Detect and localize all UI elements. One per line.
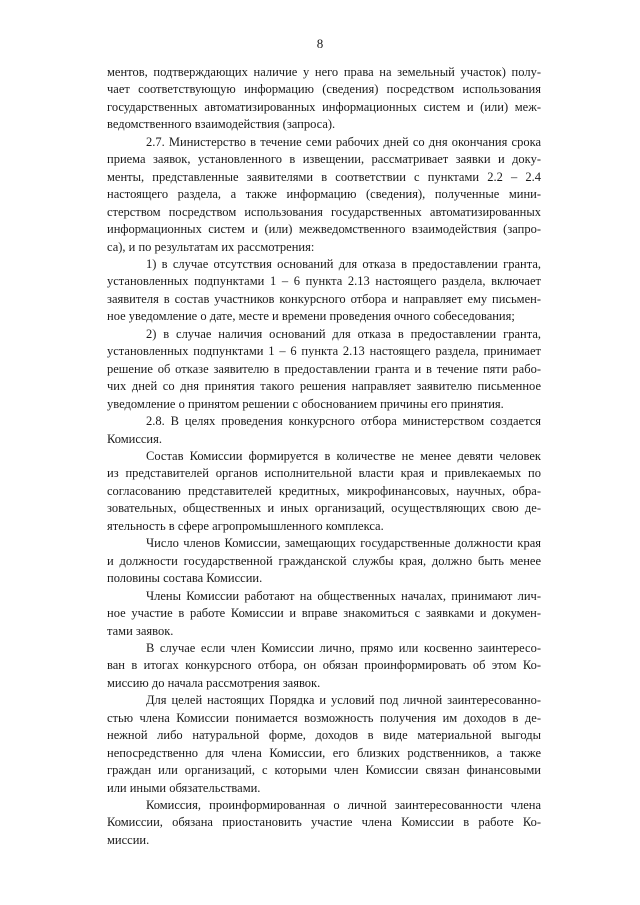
- text-line: зовательных, общественных и иных организаций, осуществляющих свою де-: [107, 501, 541, 516]
- page-number: 8: [316, 36, 324, 51]
- paragraph: [107, 326, 541, 413]
- text-line: ятельность в сфере агропромышленного комплекса.: [107, 518, 384, 533]
- text-line: ное уведомление о дате, месте и времени проведения очного собеседования;: [107, 309, 515, 324]
- text-line: граждан или организаций, с которыми член Комиссии связан финансовыми: [107, 763, 541, 778]
- text-line: тами заявок.: [107, 623, 174, 638]
- text-line: государственных автоматизированных информационных систем и (или) меж-: [107, 99, 541, 114]
- paragraph: [107, 256, 541, 326]
- paragraph: [107, 588, 541, 640]
- text-line: миссию до начала рассмотрения заявок.: [107, 675, 321, 690]
- text-line: В случае если член Комиссии лично, прямо или косвенно заинтересо-: [146, 640, 541, 655]
- paragraph: [107, 692, 541, 797]
- text-line: 2) в случае наличия оснований для отказа в предоставлении гранта,: [146, 326, 541, 341]
- text-line: решение об отказе заявителю в предоставлении гранта и в течение пяти рабо-: [107, 361, 541, 376]
- text-line: установленных подпунктами 1 – 6 пункта 2.13 настоящего раздела, принимает: [107, 344, 541, 359]
- text-line: Состав Комиссии формируется в количестве не менее девяти человек: [146, 448, 541, 463]
- text-line: стерством посредством использования государственных автоматизированных: [107, 204, 541, 219]
- text-line: уведомление о принятом решении с обоснованием причины его принятия.: [107, 396, 504, 411]
- text-line: чает соответствующую информацию (сведения) посредством использования: [107, 82, 541, 97]
- text-line: настоящего раздела, а также информацию (сведения), полученные мини-: [107, 187, 541, 202]
- text-line: Комиссия, проинформированная о личной заинтересованности члена: [146, 798, 541, 813]
- text-line: Для целей настоящих Порядка и условий под личной заинтересованно-: [146, 693, 541, 708]
- text-line: или иными обязательствами.: [107, 780, 261, 795]
- text-line: приема заявок, установленного в извещении, рассматривает заявки и доку-: [107, 152, 541, 167]
- text-line: стью члена Комиссии понимается возможность получения им доходов в де-: [107, 710, 541, 725]
- text-line: заявителя в состав участников конкурсного отбора и направляет ему письмен-: [107, 291, 541, 306]
- text-line: ведомственного взаимодействия (запроса).: [107, 117, 336, 132]
- text-line: половины состава Комиссии.: [107, 571, 263, 586]
- text-line: 2.8. В целях проведения конкурсного отбора министерством создается: [146, 414, 541, 429]
- text-line: и должности государственной гражданской службы края, должно быть менее: [107, 553, 541, 568]
- text-line: из представителей органов исполнительной власти края и привлекаемых по: [107, 466, 541, 481]
- text-line: Члены Комиссии работают на общественных началах, принимают лич-: [146, 588, 541, 603]
- text-line: чих дней со дня принятия такого решения направляет заявителю письменное: [107, 379, 541, 394]
- text-line: Комиссии, обязана приостановить участие члена Комиссии в работе Ко-: [107, 815, 541, 830]
- paragraph: [107, 640, 541, 692]
- text-line: ван в итогах конкурсного отбора, он обязан проинформировать об этом Ко-: [107, 658, 541, 673]
- paragraph: [107, 134, 541, 256]
- text-line: менты, представленные заявителями в соответствии с пунктами 2.2 – 2.4: [107, 169, 541, 184]
- text-line: 2.7. Министерство в течение семи рабочих дней со дня окончания срока: [146, 134, 541, 149]
- text-line: непосредственно для члена Комиссии, его близких родственников, а также: [107, 745, 541, 760]
- document-body: [107, 64, 541, 849]
- text-line: нежной либо натуральной форме, доходов в виде материальной выгоды: [107, 728, 541, 743]
- paragraph: [107, 797, 541, 849]
- text-line: Число членов Комиссии, замещающих государственные должности края: [146, 536, 541, 551]
- text-line: ное участие в работе Комиссии и вправе знакомиться с заявками и докумен-: [107, 606, 541, 621]
- paragraph: [107, 448, 541, 535]
- paragraph: [107, 64, 541, 134]
- paragraph: [107, 413, 541, 448]
- text-line: ментов, подтверждающих наличие у него права на земельный участок) полу-: [107, 65, 541, 79]
- text-line: установленных подпунктами 1 – 6 пункта 2.13 настоящего раздела, включает: [107, 274, 541, 289]
- text-line: Комиссия.: [107, 431, 162, 446]
- text-line: миссии.: [107, 832, 150, 847]
- text-line: 1) в случае отсутствия оснований для отказа в предоставлении гранта,: [146, 256, 541, 271]
- paragraph: [107, 535, 541, 587]
- text-line: информационных систем и (или) межведомственного взаимодействия (запро-: [107, 222, 541, 237]
- text-line: согласованию представителей кредитных, микрофинансовых, научных, обра-: [107, 483, 541, 498]
- text-line: са), и по результатам их рассмотрения:: [107, 239, 315, 254]
